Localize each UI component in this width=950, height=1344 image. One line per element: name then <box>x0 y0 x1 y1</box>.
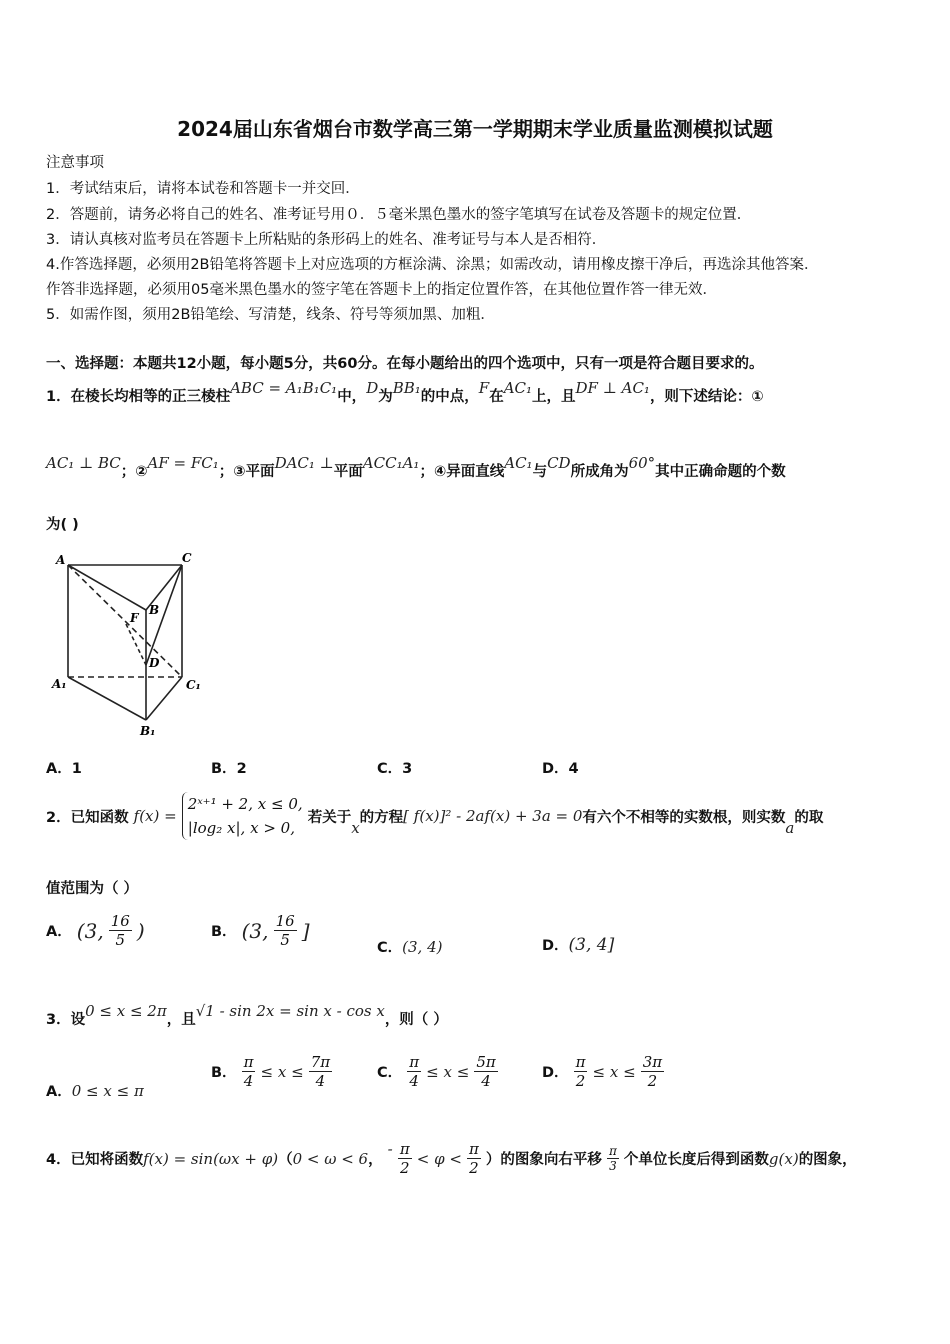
fraction-numerator: π <box>409 1053 420 1071</box>
q3-text: ，且 <box>166 1012 196 1028</box>
q4-text: （ <box>278 1152 293 1168</box>
q1-text: 的中点， <box>420 389 479 405</box>
q1-math: CD <box>547 454 571 472</box>
q3-math: √1 - sin 2x = sin x - cos x <box>195 1002 385 1020</box>
notice-item-5: 作答非选择题，必须用05毫米黑色墨水的签字笔在答题卡上的指定位置作答，在其他位置作答一律无效． <box>46 282 717 298</box>
option-math: ≤ x ≤ <box>260 1062 304 1081</box>
q4-line-1 <box>46 1140 857 1177</box>
edge-df-hidden <box>126 624 146 665</box>
q4-text: ， <box>368 1152 383 1168</box>
option-math: ] <box>301 918 310 943</box>
q3-option-d[interactable] <box>542 1053 664 1090</box>
q1-line-2 <box>46 454 786 481</box>
fraction-denominator: 2 <box>469 1159 479 1177</box>
edge-b1c1 <box>146 677 182 720</box>
q1-text: ；② <box>120 464 148 480</box>
notice-heading: 注意事项 <box>46 155 104 171</box>
option-math: (3, <box>76 918 104 943</box>
q2-math: f(x) = <box>133 807 177 825</box>
q1-option-d[interactable] <box>542 757 579 778</box>
q1-math: AC₁ <box>503 379 533 397</box>
fraction-numerator: 16 <box>110 912 130 930</box>
label-a1: A₁ <box>52 677 67 691</box>
q2-text: 有六个不相等的实数根，则实数 <box>582 809 786 826</box>
fraction-numerator: 5π <box>476 1053 496 1071</box>
q4-math: g(x) <box>768 1149 799 1168</box>
q3-option-c[interactable] <box>377 1053 498 1090</box>
notice-item-2: 2．答题前，请务必将自己的姓名、准考证号用０．５毫米黑色墨水的签字笔填写在试卷及答题卡的规定位置． <box>46 207 752 223</box>
option-letter: A． <box>46 924 72 940</box>
fraction-numerator: π <box>575 1053 586 1071</box>
option-letter: B． <box>211 924 237 940</box>
fraction-numerator: π <box>608 1144 617 1158</box>
q4-math: < φ < <box>416 1149 462 1168</box>
fraction-denominator: 4 <box>481 1072 491 1090</box>
q2-case-2: |log₂ x|, x > 0, <box>187 819 295 837</box>
q4-fraction <box>398 1140 412 1177</box>
fraction-numerator: π <box>243 1053 254 1071</box>
option-value: 4 <box>568 761 579 777</box>
q1-math: ACC₁A₁ <box>362 454 420 472</box>
q4-text: ）的图象向右平移 <box>485 1152 602 1168</box>
edge-ac1-hidden <box>68 565 182 677</box>
q1-text: 与 <box>532 464 548 480</box>
q3-option-a[interactable] <box>46 1080 144 1101</box>
notice-item-3: 3．请认真核对监考员在答题卡上所粘贴的条形码上的姓名、准考证号与本人是否相符． <box>46 232 607 248</box>
q2-math: a <box>785 819 795 837</box>
q2-piecewise <box>182 792 303 840</box>
notice-item-4: 4.作答选择题，必须用2B铅笔将答题卡上对应选项的方框涂满、涂黑；如需改动，请用橡皮擦干净后，再选涂其他答案． <box>46 257 819 273</box>
option-math: ≤ x ≤ <box>592 1062 636 1081</box>
fraction-denominator: 2 <box>575 1072 586 1090</box>
fraction-denominator: 4 <box>409 1072 419 1090</box>
option-letter: B． <box>211 761 237 777</box>
q1-text: ，则下述结论：① <box>649 389 764 405</box>
q1-line-1 <box>46 379 764 406</box>
q1-math: 60° <box>628 454 656 472</box>
q4-text: 的图象， <box>798 1152 857 1168</box>
notice-item-6: 5．如需作图，须用2B铅笔绘、写清楚，线条、符号等须加黑、加粗． <box>46 307 495 323</box>
option-fraction <box>641 1053 664 1090</box>
q2-option-c[interactable] <box>377 936 442 957</box>
q3-math: 0 ≤ x ≤ 2π <box>85 1002 167 1020</box>
q3-option-b[interactable] <box>211 1053 332 1090</box>
q1-text: 中， <box>337 389 367 405</box>
option-math: (3, <box>241 918 269 943</box>
q2-option-d[interactable] <box>542 934 614 955</box>
option-math: ) <box>136 918 145 943</box>
option-letter: D． <box>542 1065 569 1081</box>
option-fraction <box>407 1053 421 1090</box>
option-value: 3 <box>402 761 413 777</box>
notice-item-1: 1．考试结束后，请将本试卷和答题卡一并交回． <box>46 181 360 197</box>
q3-line-1 <box>46 1002 448 1029</box>
option-fraction <box>274 912 297 949</box>
option-letter: A． <box>46 1084 72 1100</box>
q1-math: DF ⊥ AC₁ <box>575 379 650 397</box>
q2-case-1: 2ˣ⁺¹ + 2, x ≤ 0, <box>187 795 303 813</box>
q3-text: 3．设 <box>46 1012 86 1028</box>
q2-math: x <box>351 819 360 837</box>
q1-text: ；④异面直线 <box>419 464 505 480</box>
q2-line-2: 值范围为（ ） <box>46 881 139 897</box>
fraction-numerator: 7π <box>310 1053 331 1071</box>
q4-fraction <box>607 1144 619 1173</box>
fraction-denominator: 5 <box>280 931 290 949</box>
fraction-denominator: 4 <box>243 1072 254 1090</box>
option-fraction <box>309 1053 332 1090</box>
option-fraction <box>109 912 132 949</box>
q1-math: DAC₁ ⊥ <box>274 454 334 472</box>
q4-text: 个单位长度后得到函数 <box>623 1152 769 1168</box>
label-b: B <box>149 603 160 617</box>
q1-text: 上，且 <box>532 389 576 405</box>
edge-a1b1 <box>68 677 146 720</box>
option-fraction <box>474 1053 497 1090</box>
q4-math: - <box>387 1139 393 1158</box>
label-b1: B₁ <box>140 724 156 738</box>
section-heading: 一、选择题：本题共12小题，每小题5分，共60分。在每小题给出的四个选项中，只有一项是符合题目要求的。 <box>46 356 764 372</box>
option-value: 2 <box>236 761 247 777</box>
q1-line-3: 为( ) <box>46 517 79 533</box>
q1-option-c[interactable] <box>377 757 412 778</box>
label-a: A <box>56 553 66 567</box>
option-letter: D． <box>542 938 569 954</box>
fraction-denominator: 4 <box>315 1072 326 1090</box>
q4-math: f(x) = sin(ωx + φ) <box>143 1149 279 1168</box>
q1-text: 为 <box>378 389 393 405</box>
q1-math: AC₁ <box>504 454 533 472</box>
q2-text: 的取 <box>794 809 824 826</box>
option-math: (3, 4] <box>568 935 615 955</box>
q2-text: 若关于 <box>307 809 352 826</box>
option-math: 0 ≤ x ≤ π <box>71 1082 144 1100</box>
q2-line-1 <box>46 792 823 840</box>
fraction-denominator: 2 <box>399 1159 410 1177</box>
label-d: D <box>149 656 160 670</box>
label-c: C <box>182 551 192 565</box>
option-math: ≤ x ≤ <box>426 1062 470 1081</box>
option-letter: A． <box>46 761 72 777</box>
q2-text: 的方程 <box>359 809 404 826</box>
fraction-denominator: 3 <box>609 1159 617 1173</box>
q1-text: ；③平面 <box>218 464 275 480</box>
option-letter: C． <box>377 761 403 777</box>
q4-math: 0 < ω < 6 <box>292 1149 369 1168</box>
q2-option-a[interactable] <box>46 912 145 949</box>
option-letter: B． <box>211 1065 237 1081</box>
q1-prism-figure <box>46 548 216 743</box>
q1-option-b[interactable] <box>211 757 247 778</box>
q2-text: 2．已知函数 <box>46 809 129 826</box>
q4-fraction <box>467 1140 481 1177</box>
fraction-numerator: 16 <box>275 912 295 930</box>
q2-option-b[interactable] <box>211 912 310 949</box>
option-letter: C． <box>377 940 403 956</box>
q1-math: BB₁ <box>392 379 421 397</box>
fraction-numerator: π <box>468 1140 479 1158</box>
q1-text: 其中正确命题的个数 <box>655 464 786 480</box>
option-letter: D． <box>542 761 569 777</box>
option-fraction <box>574 1053 588 1090</box>
option-value: 1 <box>71 761 82 777</box>
option-fraction <box>242 1053 256 1090</box>
fraction-denominator: 5 <box>115 931 126 949</box>
q2-math: [ f(x)]² - 2af(x) + 3a = 0 <box>403 807 583 825</box>
q1-math: AC₁ ⊥ BC <box>46 454 121 472</box>
q1-text: 在 <box>489 389 504 405</box>
q1-math: AF = FC₁ <box>147 454 219 472</box>
q1-option-a[interactable] <box>46 757 82 778</box>
q1-text: 所成角为 <box>570 464 629 480</box>
q1-math: F <box>478 379 490 397</box>
q1-text: 1．在棱长均相等的正三棱柱 <box>46 389 231 405</box>
label-f: F <box>130 611 139 625</box>
page-title: 2024届山东省烟台市数学高三第一学期期末学业质量监测模拟试题 <box>177 117 773 141</box>
fraction-numerator: π <box>399 1140 410 1158</box>
q3-text: ，则（ ） <box>384 1012 448 1028</box>
option-letter: C． <box>377 1065 403 1081</box>
q4-text: 4．已知将函数 <box>46 1152 144 1168</box>
fraction-numerator: 3π <box>642 1053 663 1071</box>
label-c1: C₁ <box>186 678 201 692</box>
option-math: (3, 4) <box>402 938 443 956</box>
q1-math: ABC = A₁B₁C₁ <box>230 379 338 397</box>
q1-text: 平面 <box>333 464 363 480</box>
q1-math: D <box>366 379 379 397</box>
fraction-denominator: 2 <box>647 1072 658 1090</box>
